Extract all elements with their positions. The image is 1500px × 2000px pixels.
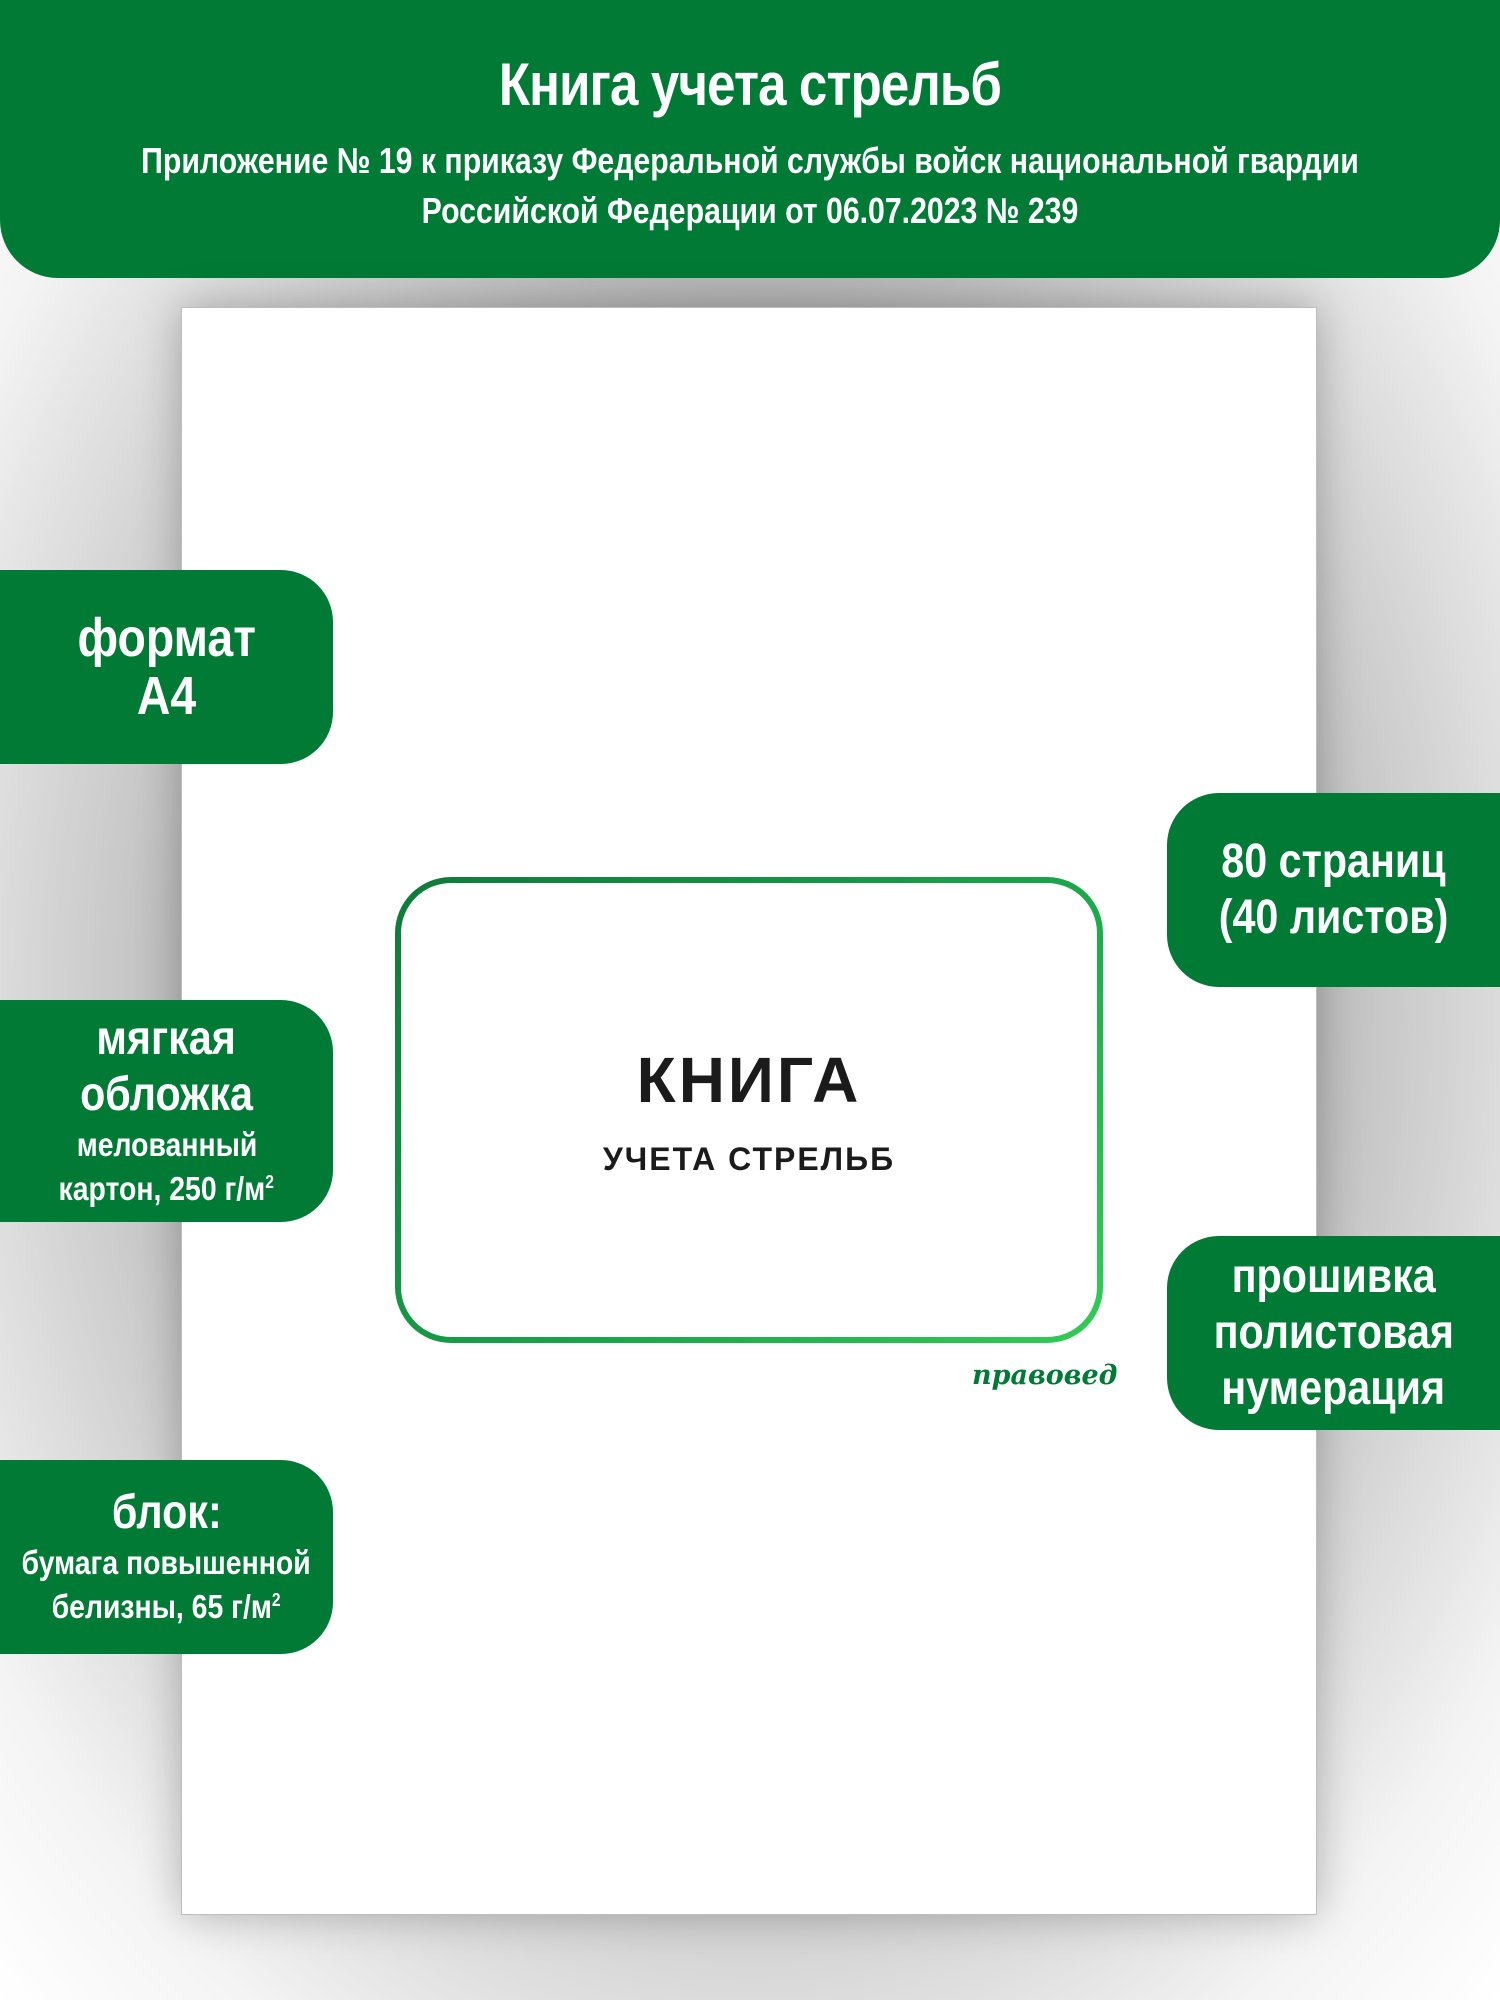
format-value: А4: [136, 666, 197, 726]
pages-badge: [1167, 793, 1500, 987]
publisher-logo: правовед: [972, 1360, 1118, 1391]
binding-badge: [1167, 1236, 1500, 1430]
binding-line3: нумерация: [1221, 1362, 1446, 1415]
block-line2: бумага повышенной: [21, 1544, 312, 1581]
cover-badge: [0, 1000, 333, 1222]
header-subtitle-line1: Приложение № 19 к приказу Федеральной службы войск национальной гвардии: [141, 140, 1359, 181]
header-banner: [0, 0, 1500, 278]
book-title: КНИГА: [636, 1044, 862, 1116]
header-subtitle-line2: Российской Федерации от 06.07.2023 № 239: [421, 190, 1079, 231]
binding-line2: полистовая: [1213, 1306, 1454, 1359]
page-title: Книга учета стрельб: [498, 51, 1002, 118]
cover-line3: мелованный: [76, 1126, 257, 1163]
format-badge: [0, 570, 333, 764]
cover-unit-superscript: 2: [265, 1172, 275, 1192]
cover-frame-inner: [401, 883, 1097, 1337]
block-unit-superscript: 2: [272, 1590, 281, 1610]
block-badge: [0, 1460, 333, 1654]
format-label: формат: [77, 608, 256, 668]
cover-line2: обложка: [80, 1068, 253, 1121]
block-line1: блок:: [111, 1486, 222, 1539]
cover-line4: картон, 250 $г/м^2$: [58, 1170, 275, 1207]
cover-frame: [395, 877, 1103, 1343]
block-line3: белизны, 65 $г/м^2$: [52, 1588, 281, 1625]
book-cover: [181, 307, 1317, 1915]
pages-line1: 80 страниц: [1221, 835, 1446, 888]
cover-line1: мягкая: [96, 1012, 237, 1065]
binding-line1: прошивка: [1231, 1250, 1436, 1303]
pages-line2: (40 листов): [1218, 891, 1449, 944]
book-subtitle: УЧЕТА СТРЕЛЬБ: [602, 1141, 896, 1177]
